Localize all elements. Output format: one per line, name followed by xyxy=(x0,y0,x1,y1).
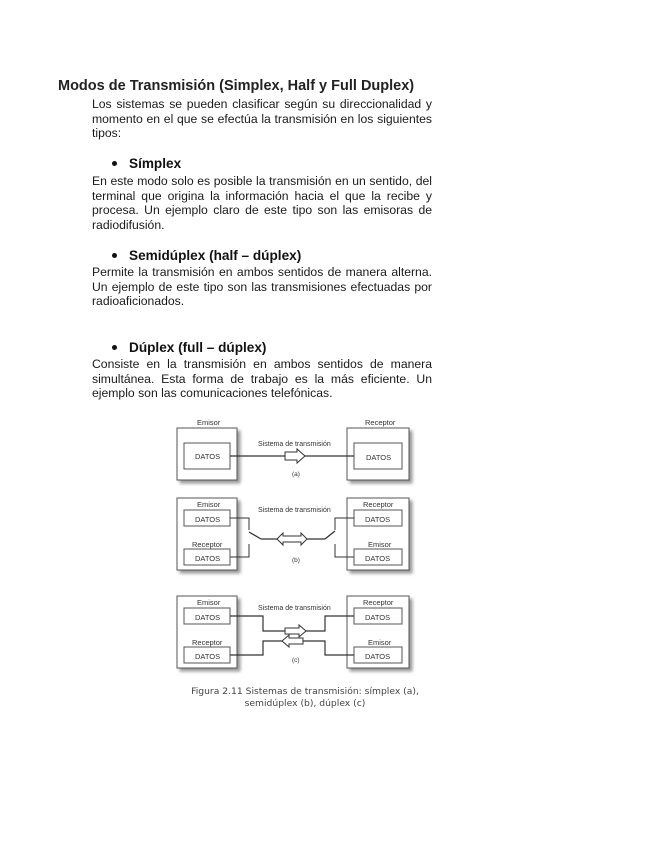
receptor-label-b: Receptor xyxy=(192,540,223,549)
emisor-label-a: Emisor xyxy=(197,418,221,427)
receptor-label-c: Receptor xyxy=(192,638,223,647)
bullet-icon xyxy=(112,253,117,258)
section-duplex-text: Consiste en la transmisión en ambos sentidos de manera simultánea. Esta forma de trabajo es la más eficiente. Un ejemplo son las comunicaciones telefónicas. xyxy=(92,357,432,401)
section-simplex-title: Símplex xyxy=(112,156,181,171)
datos-label: DATOS xyxy=(195,515,221,524)
datos-label: DATOS xyxy=(365,554,391,563)
bullet-icon xyxy=(112,161,117,166)
page-title: Modos de Transmisión (Simplex, Half y Full Duplex) xyxy=(58,78,415,94)
bullet-icon xyxy=(112,345,117,350)
datos-label: DATOS xyxy=(195,554,221,563)
sistema-label-a: Sistema de transmisión xyxy=(258,441,331,448)
datos-label: DATOS xyxy=(365,515,391,524)
transmission-diagram xyxy=(165,412,445,687)
label-c: (c) xyxy=(292,657,300,664)
section-semiduplex-text: Permite la transmisión en ambos sentidos de manera alterna. Un ejemplo de este tipo son las transmisiones efectuadas por radioaficionados. xyxy=(92,265,432,309)
emisor-label-c2: Emisor xyxy=(368,638,392,647)
datos-label: DATOS xyxy=(195,652,221,661)
figure-caption: Figura 2.11 Sistemas de transmisión: símplex (a), semidúplex (b), dúplex (c) xyxy=(191,686,419,709)
receptor-label-a: Receptor xyxy=(365,418,396,427)
sistema-label-b: Sistema de transmisión xyxy=(258,507,331,514)
receptor-label-b2: Receptor xyxy=(363,500,394,509)
emisor-label-b: Emisor xyxy=(197,500,221,509)
receptor-label-c2: Receptor xyxy=(363,598,394,607)
section-simplex-text: En este modo solo es posible la transmisión en un sentido, del terminal que origina la información hacia el que la recibe y procesa. Un ejemplo claro de este tipo son las emisoras de radiodifusión. xyxy=(92,174,432,232)
datos-label: DATOS xyxy=(365,652,391,661)
datos-label: DATOS xyxy=(195,613,221,622)
transmission-figure xyxy=(165,412,445,722)
label-b: (b) xyxy=(292,557,300,564)
datos-label: DATOS xyxy=(365,613,391,622)
label-a: (a) xyxy=(292,471,300,478)
intro-paragraph: Los sistemas se pueden clasificar según su direccionalidad y momento en el que se efectúa la transmisión en los siguientes tipos: xyxy=(92,97,432,141)
datos-label: DATOS xyxy=(366,453,392,462)
sistema-label-c: Sistema de transmisión xyxy=(258,605,331,612)
datos-label: DATOS xyxy=(195,452,221,461)
section-duplex-title: Dúplex (full – dúplex) xyxy=(112,340,266,355)
emisor-label-c: Emisor xyxy=(197,598,221,607)
section-semiduplex-title: Semidúplex (half – dúplex) xyxy=(112,248,301,263)
emisor-label-b2: Emisor xyxy=(368,540,392,549)
